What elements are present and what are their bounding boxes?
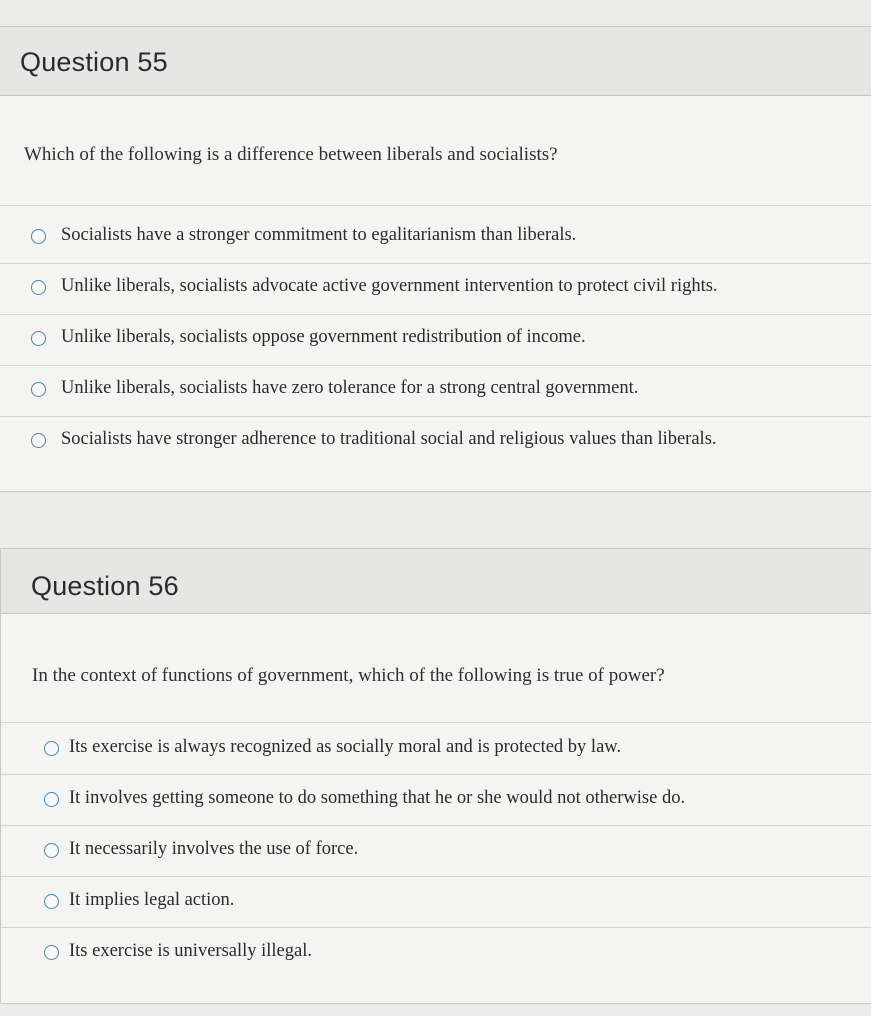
radio-button[interactable] — [31, 382, 46, 397]
q56-option-5[interactable] — [1, 928, 871, 978]
q56-option-2[interactable] — [1, 775, 871, 826]
prompt-divider — [0, 205, 871, 206]
question-55-card — [0, 26, 871, 491]
q56-option-1[interactable] — [1, 724, 871, 775]
question-55-prompt: Which of the following is a difference between liberals and socialists? — [24, 144, 558, 165]
card-bottom-border — [0, 491, 871, 492]
radio-button[interactable] — [31, 280, 46, 295]
question-55-header — [0, 27, 871, 96]
q56-option-3-label[interactable]: It necessarily involves the use of force. — [69, 839, 359, 859]
radio-button[interactable] — [31, 229, 46, 244]
q56-option-1-label[interactable]: Its exercise is always recognized as socially moral and is protected by law. — [69, 737, 622, 757]
question-56-card — [0, 548, 871, 1003]
q56-option-5-label[interactable]: Its exercise is universally illegal. — [69, 941, 312, 961]
q56-option-4[interactable] — [1, 877, 871, 928]
radio-button[interactable] — [44, 741, 59, 756]
question-56-title: Question 56 — [31, 571, 179, 601]
q55-option-4[interactable] — [0, 366, 871, 417]
radio-button[interactable] — [44, 843, 59, 858]
prompt-divider — [1, 722, 871, 723]
question-56-prompt: In the context of functions of government, which of the following is true of power? — [32, 665, 665, 686]
q55-option-3-label[interactable]: Unlike liberals, socialists oppose government redistribution of income. — [61, 327, 586, 347]
radio-button[interactable] — [31, 433, 46, 448]
q55-option-3[interactable] — [0, 315, 871, 366]
q55-option-2[interactable] — [0, 264, 871, 315]
q55-option-2-label[interactable]: Unlike liberals, socialists advocate active government intervention to protect civil rights. — [61, 276, 718, 296]
q55-option-5[interactable] — [0, 417, 871, 467]
radio-button[interactable] — [44, 792, 59, 807]
q56-option-3[interactable] — [1, 826, 871, 877]
q55-option-5-label[interactable]: Socialists have stronger adherence to traditional social and religious values than liberals. — [61, 429, 717, 449]
question-56-header — [1, 549, 871, 614]
card-bottom-border — [1, 1003, 871, 1004]
q56-option-4-label[interactable]: It implies legal action. — [69, 890, 235, 910]
q55-option-4-label[interactable]: Unlike liberals, socialists have zero tolerance for a strong central government. — [61, 378, 639, 398]
q55-option-1[interactable] — [0, 213, 871, 264]
radio-button[interactable] — [31, 331, 46, 346]
radio-button[interactable] — [44, 894, 59, 909]
question-55-title: Question 55 — [20, 47, 168, 77]
radio-button[interactable] — [44, 945, 59, 960]
q55-option-1-label[interactable]: Socialists have a stronger commitment to egalitarianism than liberals. — [61, 225, 577, 245]
q56-option-2-label[interactable]: It involves getting someone to do something that he or she would not otherwise do. — [69, 788, 686, 808]
